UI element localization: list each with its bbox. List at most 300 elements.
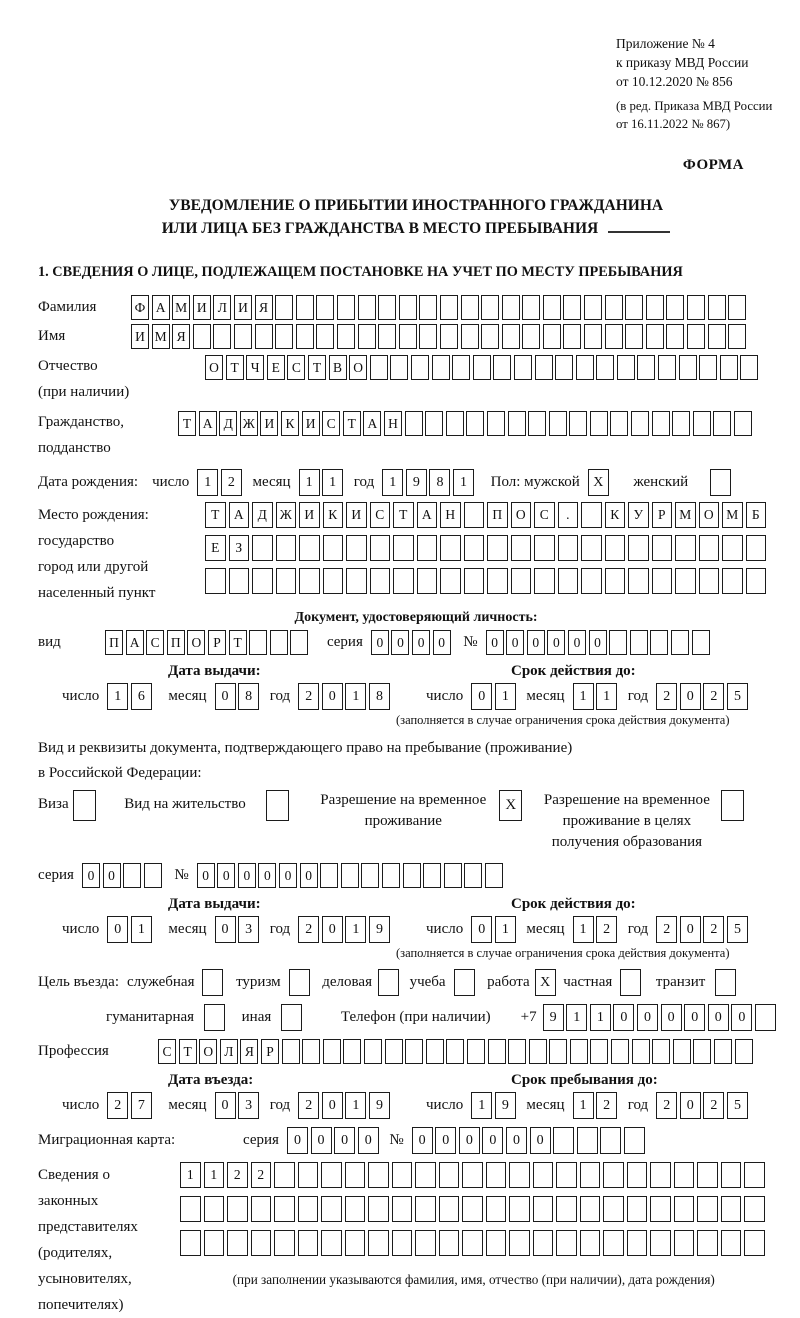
char-cell[interactable] xyxy=(345,1230,366,1256)
char-cell[interactable] xyxy=(502,295,520,320)
char-cell[interactable]: 0 xyxy=(527,630,545,655)
char-cell[interactable]: 1 xyxy=(495,916,516,943)
char-cell[interactable] xyxy=(650,1230,671,1256)
char-cell[interactable]: В xyxy=(329,355,347,380)
char-cell[interactable] xyxy=(627,1230,648,1256)
char-cell[interactable] xyxy=(693,411,711,436)
char-cell[interactable]: 2 xyxy=(251,1162,272,1188)
char-cell[interactable]: 0 xyxy=(680,1092,701,1119)
char-cell[interactable] xyxy=(444,863,462,888)
char-cell[interactable] xyxy=(529,1039,547,1064)
char-cell[interactable] xyxy=(744,1230,765,1256)
char-cell[interactable] xyxy=(274,1230,295,1256)
purpose-other-checkbox[interactable] xyxy=(281,1004,305,1031)
char-cell[interactable]: 1 xyxy=(573,916,594,943)
char-cell[interactable]: 1 xyxy=(453,469,474,496)
char-cell[interactable] xyxy=(462,1162,483,1188)
char-cell[interactable]: 2 xyxy=(298,916,319,943)
char-cell[interactable] xyxy=(652,411,670,436)
char-cell[interactable]: 0 xyxy=(680,683,701,710)
char-cell[interactable] xyxy=(502,324,520,349)
char-cell[interactable] xyxy=(624,1127,645,1154)
char-cell[interactable] xyxy=(320,863,338,888)
char-cell[interactable] xyxy=(298,1196,319,1222)
char-cell[interactable] xyxy=(399,295,417,320)
char-cell[interactable]: Д xyxy=(252,502,273,528)
char-cell[interactable] xyxy=(144,863,162,888)
char-cell[interactable]: 2 xyxy=(596,916,617,943)
char-cell[interactable] xyxy=(423,863,441,888)
char-cell[interactable] xyxy=(346,535,367,561)
purpose-official-checkbox[interactable] xyxy=(202,969,226,996)
purpose-work-checkbox[interactable] xyxy=(535,969,559,996)
char-cell[interactable] xyxy=(289,969,310,996)
char-cell[interactable]: . xyxy=(558,502,579,528)
char-cell[interactable]: 6 xyxy=(131,683,152,710)
char-cell[interactable] xyxy=(610,411,628,436)
residence-permit-checkbox[interactable] xyxy=(266,790,292,821)
char-cell[interactable]: 9 xyxy=(369,916,390,943)
char-cell[interactable]: С xyxy=(287,355,305,380)
char-cell[interactable] xyxy=(674,1196,695,1222)
char-cell[interactable]: М xyxy=(675,502,696,528)
visa-checkbox[interactable] xyxy=(73,790,99,821)
char-cell[interactable] xyxy=(569,411,587,436)
char-cell[interactable] xyxy=(508,411,526,436)
char-cell[interactable]: 3 xyxy=(238,1092,259,1119)
char-cell[interactable] xyxy=(605,324,623,349)
char-cell[interactable]: К xyxy=(323,502,344,528)
char-cell[interactable]: Н xyxy=(384,411,402,436)
char-cell[interactable] xyxy=(486,1162,507,1188)
char-cell[interactable]: 2 xyxy=(703,916,724,943)
char-cell[interactable] xyxy=(368,1162,389,1188)
char-cell[interactable]: Л xyxy=(213,295,231,320)
char-cell[interactable]: 0 xyxy=(300,863,318,888)
char-cell[interactable] xyxy=(543,324,561,349)
char-cell[interactable] xyxy=(632,1039,650,1064)
char-cell[interactable]: А xyxy=(199,411,217,436)
char-cell[interactable]: 0 xyxy=(731,1004,752,1031)
char-cell[interactable]: Я xyxy=(172,324,190,349)
char-cell[interactable] xyxy=(650,630,668,655)
char-cell[interactable] xyxy=(73,790,96,821)
char-cell[interactable] xyxy=(461,324,479,349)
char-cell[interactable]: С xyxy=(146,630,164,655)
char-cell[interactable] xyxy=(674,1230,695,1256)
char-cell[interactable]: 8 xyxy=(369,683,390,710)
char-cell[interactable]: Б xyxy=(746,502,767,528)
char-cell[interactable] xyxy=(755,1004,776,1031)
char-cell[interactable]: 0 xyxy=(486,630,504,655)
char-cell[interactable] xyxy=(464,535,485,561)
char-cell[interactable]: 8 xyxy=(238,683,259,710)
char-cell[interactable]: 0 xyxy=(322,916,343,943)
char-cell[interactable] xyxy=(509,1162,530,1188)
char-cell[interactable]: П xyxy=(105,630,123,655)
char-cell[interactable] xyxy=(509,1230,530,1256)
char-cell[interactable]: 0 xyxy=(322,683,343,710)
char-cell[interactable] xyxy=(652,1039,670,1064)
char-cell[interactable]: 1 xyxy=(180,1162,201,1188)
char-cell[interactable] xyxy=(298,1162,319,1188)
char-cell[interactable] xyxy=(321,1162,342,1188)
char-cell[interactable] xyxy=(274,1196,295,1222)
female-checkbox[interactable] xyxy=(710,469,734,496)
char-cell[interactable]: Е xyxy=(267,355,285,380)
char-cell[interactable]: 1 xyxy=(204,1162,225,1188)
char-cell[interactable]: 9 xyxy=(406,469,427,496)
char-cell[interactable] xyxy=(590,1039,608,1064)
char-cell[interactable] xyxy=(533,1162,554,1188)
char-cell[interactable] xyxy=(720,355,738,380)
char-cell[interactable] xyxy=(180,1230,201,1256)
char-cell[interactable]: 0 xyxy=(568,630,586,655)
char-cell[interactable] xyxy=(464,502,485,528)
char-cell[interactable] xyxy=(481,295,499,320)
char-cell[interactable]: 2 xyxy=(656,683,677,710)
char-cell[interactable]: 9 xyxy=(369,1092,390,1119)
char-cell[interactable] xyxy=(488,1039,506,1064)
char-cell[interactable]: 0 xyxy=(530,1127,551,1154)
char-cell[interactable] xyxy=(721,790,744,821)
char-cell[interactable] xyxy=(462,1230,483,1256)
char-cell[interactable]: 0 xyxy=(215,916,236,943)
char-cell[interactable]: Ж xyxy=(240,411,258,436)
char-cell[interactable] xyxy=(302,1039,320,1064)
char-cell[interactable] xyxy=(452,355,470,380)
char-cell[interactable] xyxy=(234,324,252,349)
char-cell[interactable] xyxy=(405,1039,423,1064)
char-cell[interactable] xyxy=(290,630,308,655)
char-cell[interactable]: Р xyxy=(652,502,673,528)
male-checkbox[interactable] xyxy=(588,469,612,496)
char-cell[interactable]: 1 xyxy=(495,683,516,710)
char-cell[interactable]: 1 xyxy=(596,683,617,710)
char-cell[interactable] xyxy=(481,324,499,349)
char-cell[interactable] xyxy=(511,568,532,594)
char-cell[interactable] xyxy=(617,355,635,380)
char-cell[interactable]: 5 xyxy=(727,916,748,943)
char-cell[interactable] xyxy=(368,1196,389,1222)
char-cell[interactable]: 1 xyxy=(131,916,152,943)
char-cell[interactable] xyxy=(266,790,289,821)
char-cell[interactable]: X xyxy=(499,790,522,821)
char-cell[interactable]: 9 xyxy=(495,1092,516,1119)
char-cell[interactable] xyxy=(432,355,450,380)
char-cell[interactable]: 0 xyxy=(258,863,276,888)
char-cell[interactable] xyxy=(419,324,437,349)
char-cell[interactable] xyxy=(316,324,334,349)
char-cell[interactable] xyxy=(275,295,293,320)
char-cell[interactable] xyxy=(392,1162,413,1188)
char-cell[interactable] xyxy=(382,863,400,888)
char-cell[interactable] xyxy=(625,324,643,349)
char-cell[interactable] xyxy=(603,1196,624,1222)
char-cell[interactable]: М xyxy=(172,295,190,320)
char-cell[interactable]: 0 xyxy=(371,630,389,655)
char-cell[interactable] xyxy=(666,295,684,320)
char-cell[interactable] xyxy=(628,535,649,561)
char-cell[interactable] xyxy=(630,630,648,655)
char-cell[interactable]: 1 xyxy=(573,1092,594,1119)
char-cell[interactable] xyxy=(282,1039,300,1064)
char-cell[interactable] xyxy=(722,568,743,594)
char-cell[interactable] xyxy=(229,568,250,594)
char-cell[interactable] xyxy=(227,1230,248,1256)
char-cell[interactable] xyxy=(204,1230,225,1256)
char-cell[interactable] xyxy=(446,1039,464,1064)
char-cell[interactable] xyxy=(202,969,223,996)
char-cell[interactable]: 2 xyxy=(703,1092,724,1119)
char-cell[interactable]: 1 xyxy=(345,683,366,710)
char-cell[interactable]: Т xyxy=(226,355,244,380)
char-cell[interactable] xyxy=(522,324,540,349)
char-cell[interactable] xyxy=(446,411,464,436)
char-cell[interactable]: 2 xyxy=(656,916,677,943)
char-cell[interactable] xyxy=(673,1039,691,1064)
char-cell[interactable] xyxy=(509,1196,530,1222)
char-cell[interactable] xyxy=(580,1162,601,1188)
char-cell[interactable] xyxy=(193,324,211,349)
char-cell[interactable] xyxy=(439,1230,460,1256)
char-cell[interactable] xyxy=(419,295,437,320)
char-cell[interactable] xyxy=(543,295,561,320)
char-cell[interactable] xyxy=(746,535,767,561)
char-cell[interactable] xyxy=(549,1039,567,1064)
char-cell[interactable]: 1 xyxy=(197,469,218,496)
purpose-study-checkbox[interactable] xyxy=(454,969,478,996)
char-cell[interactable] xyxy=(276,568,297,594)
char-cell[interactable]: 0 xyxy=(459,1127,480,1154)
char-cell[interactable]: Т xyxy=(393,502,414,528)
char-cell[interactable] xyxy=(674,1162,695,1188)
char-cell[interactable] xyxy=(652,535,673,561)
char-cell[interactable] xyxy=(511,535,532,561)
char-cell[interactable]: Я xyxy=(255,295,273,320)
char-cell[interactable]: С xyxy=(370,502,391,528)
char-cell[interactable] xyxy=(403,863,421,888)
char-cell[interactable]: 0 xyxy=(238,863,256,888)
char-cell[interactable] xyxy=(358,295,376,320)
char-cell[interactable] xyxy=(440,295,458,320)
char-cell[interactable]: 0 xyxy=(215,683,236,710)
char-cell[interactable] xyxy=(323,535,344,561)
char-cell[interactable] xyxy=(368,1230,389,1256)
char-cell[interactable] xyxy=(687,295,705,320)
char-cell[interactable] xyxy=(697,1230,718,1256)
char-cell[interactable] xyxy=(675,535,696,561)
char-cell[interactable] xyxy=(298,1230,319,1256)
char-cell[interactable]: 0 xyxy=(506,1127,527,1154)
char-cell[interactable] xyxy=(620,969,641,996)
char-cell[interactable]: Я xyxy=(240,1039,258,1064)
char-cell[interactable]: 2 xyxy=(596,1092,617,1119)
char-cell[interactable] xyxy=(370,568,391,594)
char-cell[interactable]: И xyxy=(193,295,211,320)
char-cell[interactable]: И xyxy=(260,411,278,436)
char-cell[interactable]: А xyxy=(417,502,438,528)
char-cell[interactable]: О xyxy=(199,1039,217,1064)
char-cell[interactable] xyxy=(522,295,540,320)
char-cell[interactable]: 0 xyxy=(547,630,565,655)
char-cell[interactable] xyxy=(580,1230,601,1256)
char-cell[interactable] xyxy=(270,630,288,655)
char-cell[interactable]: И xyxy=(234,295,252,320)
char-cell[interactable] xyxy=(558,535,579,561)
char-cell[interactable]: С xyxy=(322,411,340,436)
char-cell[interactable] xyxy=(251,1196,272,1222)
char-cell[interactable] xyxy=(714,1039,732,1064)
char-cell[interactable] xyxy=(699,355,717,380)
char-cell[interactable] xyxy=(671,630,689,655)
char-cell[interactable] xyxy=(358,324,376,349)
char-cell[interactable] xyxy=(584,295,602,320)
char-cell[interactable]: 0 xyxy=(589,630,607,655)
char-cell[interactable] xyxy=(425,411,443,436)
char-cell[interactable] xyxy=(534,535,555,561)
char-cell[interactable] xyxy=(672,411,690,436)
char-cell[interactable] xyxy=(123,863,141,888)
char-cell[interactable] xyxy=(411,355,429,380)
char-cell[interactable] xyxy=(508,1039,526,1064)
char-cell[interactable] xyxy=(486,1230,507,1256)
char-cell[interactable]: 0 xyxy=(82,863,100,888)
char-cell[interactable] xyxy=(605,295,623,320)
temp-permit-edu-checkbox[interactable] xyxy=(721,790,747,821)
char-cell[interactable] xyxy=(345,1196,366,1222)
char-cell[interactable]: К xyxy=(281,411,299,436)
char-cell[interactable]: 5 xyxy=(727,683,748,710)
char-cell[interactable] xyxy=(697,1162,718,1188)
char-cell[interactable] xyxy=(466,411,484,436)
char-cell[interactable]: А xyxy=(152,295,170,320)
char-cell[interactable] xyxy=(296,324,314,349)
char-cell[interactable] xyxy=(364,1039,382,1064)
char-cell[interactable]: 0 xyxy=(311,1127,332,1154)
char-cell[interactable]: 0 xyxy=(391,630,409,655)
char-cell[interactable] xyxy=(249,630,267,655)
char-cell[interactable]: 0 xyxy=(287,1127,308,1154)
char-cell[interactable] xyxy=(204,1196,225,1222)
purpose-business-checkbox[interactable] xyxy=(378,969,402,996)
char-cell[interactable] xyxy=(281,1004,302,1031)
char-cell[interactable] xyxy=(728,324,746,349)
char-cell[interactable] xyxy=(735,1039,753,1064)
char-cell[interactable]: Е xyxy=(205,535,226,561)
char-cell[interactable] xyxy=(605,535,626,561)
char-cell[interactable] xyxy=(713,411,731,436)
char-cell[interactable]: О xyxy=(205,355,223,380)
char-cell[interactable] xyxy=(563,295,581,320)
char-cell[interactable] xyxy=(734,411,752,436)
char-cell[interactable] xyxy=(346,568,367,594)
char-cell[interactable] xyxy=(535,355,553,380)
char-cell[interactable] xyxy=(687,324,705,349)
char-cell[interactable] xyxy=(728,295,746,320)
char-cell[interactable] xyxy=(439,1162,460,1188)
char-cell[interactable] xyxy=(721,1230,742,1256)
char-cell[interactable]: М xyxy=(152,324,170,349)
char-cell[interactable] xyxy=(390,355,408,380)
char-cell[interactable]: 0 xyxy=(708,1004,729,1031)
char-cell[interactable]: 0 xyxy=(435,1127,456,1154)
char-cell[interactable] xyxy=(603,1162,624,1188)
char-cell[interactable] xyxy=(744,1196,765,1222)
char-cell[interactable]: Т xyxy=(178,411,196,436)
char-cell[interactable] xyxy=(650,1162,671,1188)
char-cell[interactable] xyxy=(581,535,602,561)
char-cell[interactable] xyxy=(596,355,614,380)
char-cell[interactable]: 2 xyxy=(221,469,242,496)
char-cell[interactable] xyxy=(393,535,414,561)
char-cell[interactable] xyxy=(646,324,664,349)
char-cell[interactable] xyxy=(205,568,226,594)
char-cell[interactable]: 0 xyxy=(637,1004,658,1031)
char-cell[interactable]: А xyxy=(126,630,144,655)
char-cell[interactable] xyxy=(549,411,567,436)
char-cell[interactable] xyxy=(611,1039,629,1064)
char-cell[interactable] xyxy=(299,535,320,561)
char-cell[interactable] xyxy=(323,568,344,594)
char-cell[interactable]: 1 xyxy=(299,469,320,496)
char-cell[interactable] xyxy=(415,1162,436,1188)
char-cell[interactable] xyxy=(440,535,461,561)
char-cell[interactable]: М xyxy=(722,502,743,528)
char-cell[interactable]: И xyxy=(299,502,320,528)
char-cell[interactable] xyxy=(462,1196,483,1222)
char-cell[interactable] xyxy=(570,1039,588,1064)
char-cell[interactable] xyxy=(715,969,736,996)
char-cell[interactable] xyxy=(699,535,720,561)
char-cell[interactable] xyxy=(392,1196,413,1222)
char-cell[interactable] xyxy=(440,568,461,594)
char-cell[interactable] xyxy=(255,324,273,349)
char-cell[interactable] xyxy=(393,568,414,594)
char-cell[interactable] xyxy=(646,295,664,320)
char-cell[interactable] xyxy=(487,411,505,436)
char-cell[interactable] xyxy=(576,355,594,380)
char-cell[interactable]: С xyxy=(158,1039,176,1064)
char-cell[interactable] xyxy=(533,1230,554,1256)
char-cell[interactable] xyxy=(627,1196,648,1222)
char-cell[interactable] xyxy=(556,1230,577,1256)
purpose-tourism-checkbox[interactable] xyxy=(289,969,313,996)
char-cell[interactable]: О xyxy=(699,502,720,528)
char-cell[interactable]: 1 xyxy=(107,683,128,710)
char-cell[interactable]: 0 xyxy=(613,1004,634,1031)
char-cell[interactable] xyxy=(361,863,379,888)
char-cell[interactable] xyxy=(337,295,355,320)
char-cell[interactable] xyxy=(708,324,726,349)
char-cell[interactable]: 0 xyxy=(103,863,121,888)
char-cell[interactable] xyxy=(744,1162,765,1188)
char-cell[interactable] xyxy=(252,568,273,594)
char-cell[interactable]: Т xyxy=(308,355,326,380)
char-cell[interactable] xyxy=(631,411,649,436)
char-cell[interactable] xyxy=(345,1162,366,1188)
char-cell[interactable]: 0 xyxy=(412,630,430,655)
char-cell[interactable] xyxy=(440,324,458,349)
char-cell[interactable] xyxy=(370,535,391,561)
char-cell[interactable] xyxy=(276,535,297,561)
char-cell[interactable]: 1 xyxy=(471,1092,492,1119)
char-cell[interactable]: 1 xyxy=(382,469,403,496)
char-cell[interactable] xyxy=(321,1196,342,1222)
char-cell[interactable]: Р xyxy=(261,1039,279,1064)
char-cell[interactable]: И xyxy=(131,324,149,349)
char-cell[interactable] xyxy=(581,568,602,594)
